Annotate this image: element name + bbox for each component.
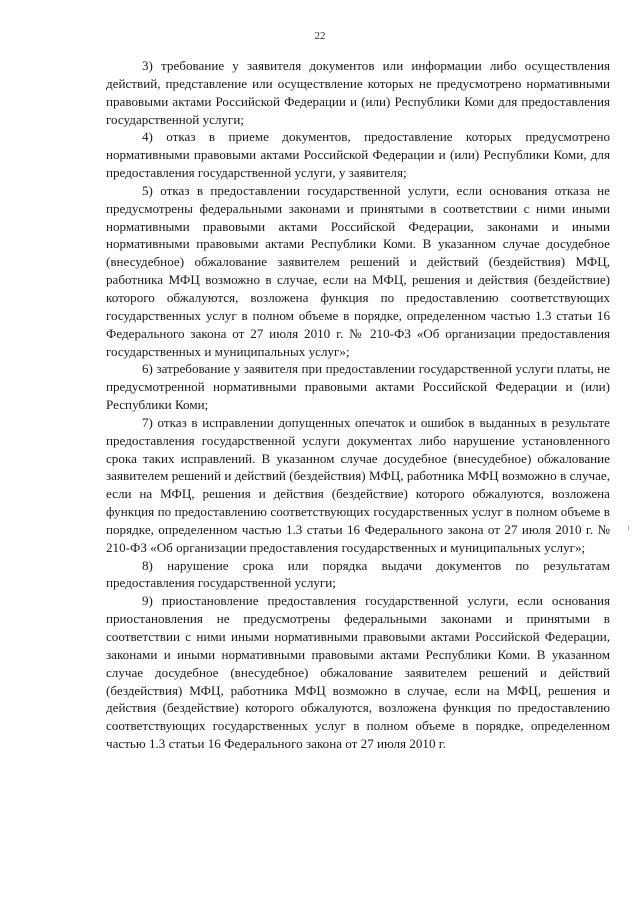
document-body	[106, 57, 610, 753]
list-item-7: 7) отказ в исправлении допущенных опечаток и ошибок в выданных в результате предоставления государственной услуги документах либо нарушение установленного срока таких исправлений. В указанном случае досудебное (внесудебное) обжалование заявителем решений и действий (бездействия) МФЦ, работника МФЦ возможно в случае, если на МФЦ, решения и действия (бездействие) которого обжалуются, возложена функция по предоставлению соответствующих государственных услуг в полном объеме в порядке, определенном частью 1.3 статьи 16 Федерального закона от 27 июля 2010 г. № 210-ФЗ «Об организации предоставления государственных и муниципальных услуг»;	[106, 414, 610, 555]
list-item-8: 8) нарушение срока или порядка выдачи документов по результатам предоставления государственной услуги;	[106, 557, 610, 591]
scan-artifact	[628, 526, 629, 530]
list-item-3: 3) требование у заявителя документов или информации либо осуществления действий, представление или осуществление которых не предусмотрено нормативными правовыми актами Российской Федерации и (или) Республики Коми для предоставления государственной услуги;	[106, 58, 610, 127]
list-item-5: 5) отказ в предоставлении государственной услуги, если основания отказа не предусмотрены федеральными законами и принятыми в соответствии с ними иными нормативными правовыми актами Российской Федерации, законами и иными нормативными правовыми актами Республики Коми. В указанном случае досудебное (внесудебное) обжалование заявителем решений и действий (бездействия) МФЦ, работника МФЦ возможно в случае, если на МФЦ, решения и действия (бездействие) которого обжалуются, возложена функция по предоставлению соответствующих государственных услуг в полном объеме в порядке, определенном частью 1.3 статьи 16 Федерального закона от 27 июля 2010 г. № 210-ФЗ «Об организации предоставления государственных и муниципальных услуг»;	[106, 182, 610, 359]
list-item-6: 6) затребование у заявителя при предоставлении государственной услуги платы, не предусмотренной нормативными правовыми актами Российской Федерации и (или) Республики Коми;	[106, 361, 610, 413]
list-item-4: 4) отказ в приеме документов, предоставление которых предусмотрено нормативными правовыми актами Российской Федерации и (или) Республики Коми, для предоставления государственной услуги, у заявителя;	[106, 129, 610, 181]
page-number: 22	[314, 30, 326, 42]
list-item-9: 9) приостановление предоставления государственной услуги, если основания приостановления не предусмотрены федеральными законами и принятыми в соответствии с ними иными нормативными правовыми актами Российской Федерации, законами и иными нормативными правовыми актами Республики Коми. В указанном случае досудебное (внесудебное) обжалование заявителем решений и действий (бездействия) МФЦ, работника МФЦ возможно в случае, если на МФЦ, решения и действия (бездействие) которого обжалуются, возложена функция по предоставлению соответствующих государственных услуг в полном объеме в порядке, определенном частью 1.3 статьи 16 Федерального закона от 27 июля 2010 г.	[106, 593, 610, 752]
